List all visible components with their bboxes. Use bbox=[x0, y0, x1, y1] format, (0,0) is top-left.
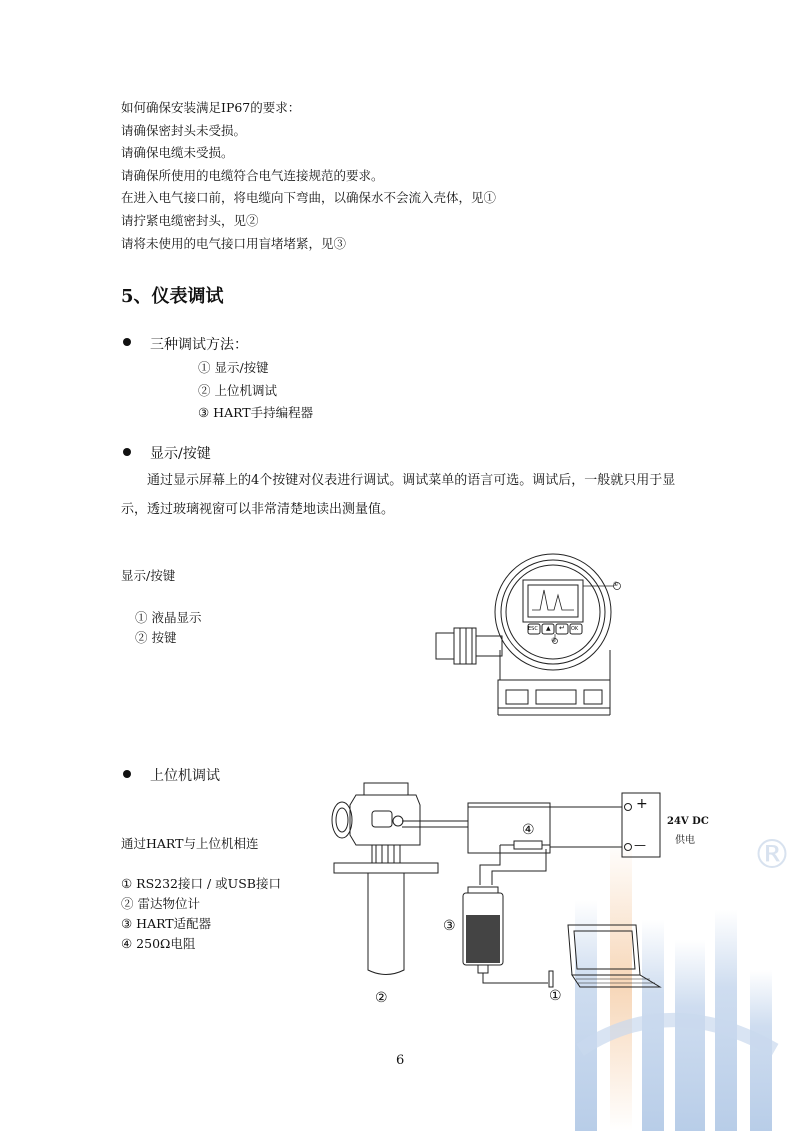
minus-terminal: — bbox=[634, 838, 646, 852]
registered-mark: ® bbox=[752, 832, 792, 878]
method-item: ① 显示/按键 bbox=[198, 360, 269, 375]
requirement-line: 在进入电气接口前，将电缆向下弯曲，以确保水不会流入壳体，见① bbox=[121, 190, 497, 205]
requirement-line: 请确保电缆未受损。 bbox=[121, 145, 234, 160]
method-item: ③ HART手持编程器 bbox=[198, 405, 314, 420]
callout-2: ② bbox=[375, 990, 388, 1006]
callout-1: ① bbox=[549, 988, 562, 1004]
host-legend-item: ② 雷达物位计 bbox=[121, 896, 200, 911]
host-legend-item: ① RS232接口 / 或USB接口 bbox=[121, 876, 281, 891]
requirement-line: 如何确保安装满足IP67的要求： bbox=[121, 100, 301, 115]
button-ok: OK bbox=[571, 626, 579, 632]
host-heading: 上位机调试 bbox=[150, 768, 220, 784]
section-title: 5、仪表调试 bbox=[121, 286, 224, 307]
requirement-line: 请将未使用的电气接口用盲堵堵紧，见③ bbox=[121, 236, 347, 251]
display-figure-title: 显示/按键 bbox=[121, 568, 176, 583]
bullet-icon bbox=[123, 770, 131, 778]
page-number: 6 bbox=[396, 1053, 405, 1068]
plus-terminal: + bbox=[636, 796, 648, 812]
power-label: 24V DC bbox=[667, 816, 709, 827]
methods-heading: 三种调试方法： bbox=[150, 337, 248, 353]
requirement-line: 请确保密封头未受损。 bbox=[121, 123, 247, 138]
display-paragraph: 通过显示屏幕上的4个按键对仪表进行调试。调试菜单的语言可选。调试后，一般就只用于显示，透过玻璃视窗可以非常清楚地读出测量值。 bbox=[121, 473, 676, 517]
bullet-icon bbox=[123, 448, 131, 456]
bullet-icon bbox=[123, 338, 131, 346]
display-legend-item: ② 按键 bbox=[135, 630, 177, 645]
host-caption: 通过HART与上位机相连 bbox=[121, 836, 259, 851]
requirement-line: 请拧紧电缆密封头，见② bbox=[121, 213, 259, 228]
callout-4: ④ bbox=[522, 822, 535, 838]
wiring-diagram bbox=[320, 775, 720, 1015]
display-callout-2: ② bbox=[551, 637, 557, 644]
host-legend-item: ④ 250Ω电阻 bbox=[121, 936, 196, 951]
button-up: ▲ bbox=[546, 625, 551, 632]
host-legend-item: ③ HART适配器 bbox=[121, 916, 212, 931]
method-item: ② 上位机调试 bbox=[198, 383, 277, 398]
power-label-sub: 供电 bbox=[675, 835, 695, 846]
button-esc: ESC bbox=[528, 626, 538, 632]
requirement-line: 请确保所使用的电缆符合电气连接规范的要求。 bbox=[121, 168, 384, 183]
display-legend-item: ① 液晶显示 bbox=[135, 610, 202, 625]
button-enter: ↵ bbox=[559, 624, 565, 632]
callout-3: ③ bbox=[443, 918, 456, 934]
display-callout-1: ① bbox=[613, 581, 619, 588]
display-heading: 显示/按键 bbox=[150, 446, 211, 462]
